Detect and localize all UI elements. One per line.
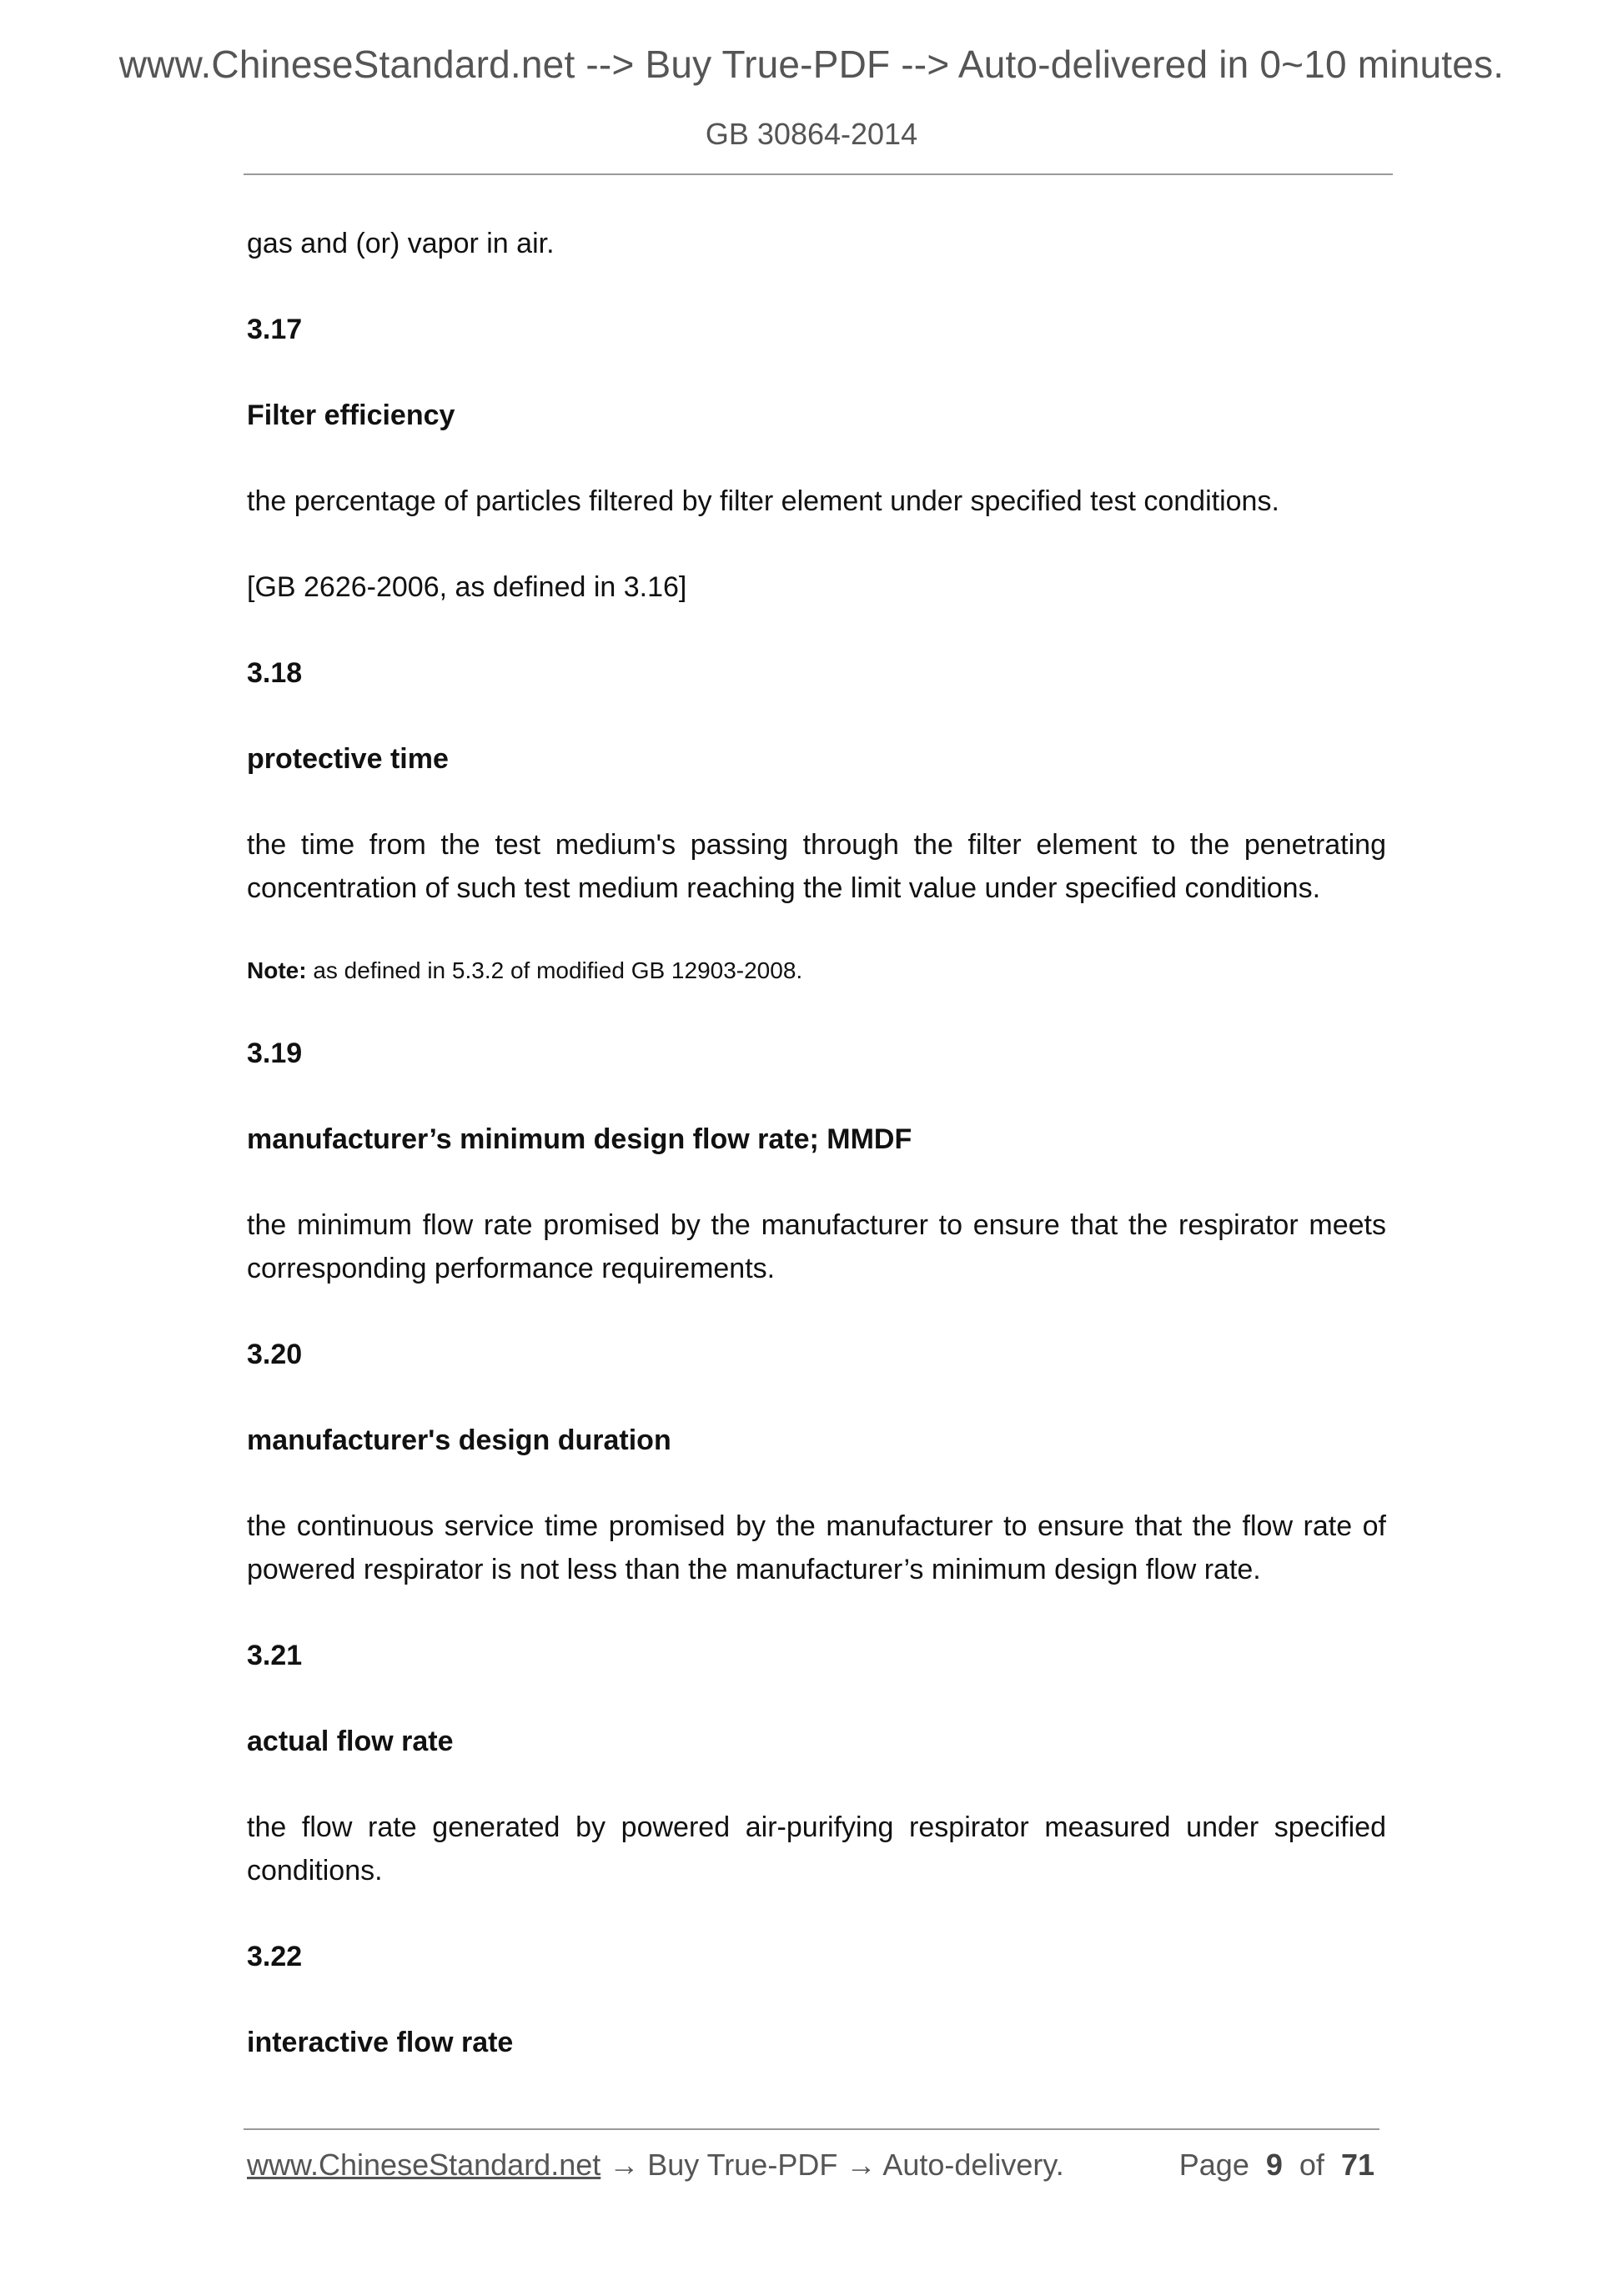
page-number: 9 <box>1265 2148 1283 2182</box>
term-mmdf: manufacturer’s minimum design flow rate; MMDF <box>247 1123 912 1155</box>
page-label: Page <box>1178 2148 1249 2182</box>
reference-3-17: [GB 2626-2006, as defined in 3.16] <box>247 571 687 603</box>
term-filter-efficiency: Filter efficiency <box>247 399 455 431</box>
page-content <box>247 222 1386 2064</box>
standard-code: GB 30864-2014 <box>705 117 918 151</box>
definition-actual-flow-rate: the flow rate generated by powered air-purifying respirator measured under specified conditions. <box>247 1811 1386 1887</box>
note-3-18 <box>247 952 1386 989</box>
total-pages: 71 <box>1340 2148 1374 2182</box>
note-label: Note: <box>247 957 307 983</box>
term-protective-time: protective time <box>247 743 449 775</box>
term-actual-flow-rate: actual flow rate <box>247 1726 454 1757</box>
term-interactive-flow-rate: interactive flow rate <box>247 2027 514 2058</box>
clause-number-3-21: 3.21 <box>247 1640 303 1671</box>
clause-number-3-20: 3.20 <box>247 1339 303 1370</box>
of-label: of <box>1299 2148 1324 2182</box>
continued-text: gas and (or) vapor in air. <box>247 228 555 259</box>
note-text: as defined in 5.3.2 of modified GB 12903-2008. <box>306 957 803 983</box>
definition-design-duration: the continuous service time promised by the manufacturer to ensure that the flow rate of powered respirator is not less than the manufacturer’s minimum design flow rate. <box>247 1510 1386 1585</box>
term-design-duration: manufacturer's design duration <box>247 1424 671 1456</box>
clause-number-3-19: 3.19 <box>247 1037 303 1069</box>
delivery-text: → Buy True-PDF → Auto-delivery. <box>600 2148 1064 2182</box>
clause-number-3-22: 3.22 <box>247 1941 303 1972</box>
page-indicator <box>1179 2148 1374 2183</box>
clause-number-3-17: 3.17 <box>247 314 303 345</box>
definition-filter-efficiency: the percentage of particles filtered by filter element under specified test conditions. <box>247 485 1279 517</box>
footer-divider <box>244 2128 1379 2130</box>
site-link[interactable]: www.ChineseStandard.net <box>247 2148 601 2182</box>
site-banner: www.ChineseStandard.net --> Buy True-PDF --> Auto-delivered in 0~10 minutes. <box>118 43 1505 86</box>
page-footer <box>247 2148 1374 2183</box>
definition-protective-time: the time from the test medium's passing through the filter element to the penetrating concentration of such test medium reaching the limit value under specified conditions. <box>247 829 1386 904</box>
definition-mmdf: the minimum flow rate promised by the manufacturer to ensure that the respirator meets corresponding performance requirements. <box>247 1209 1386 1284</box>
clause-number-3-18: 3.18 <box>247 657 303 689</box>
header-divider <box>244 173 1393 175</box>
